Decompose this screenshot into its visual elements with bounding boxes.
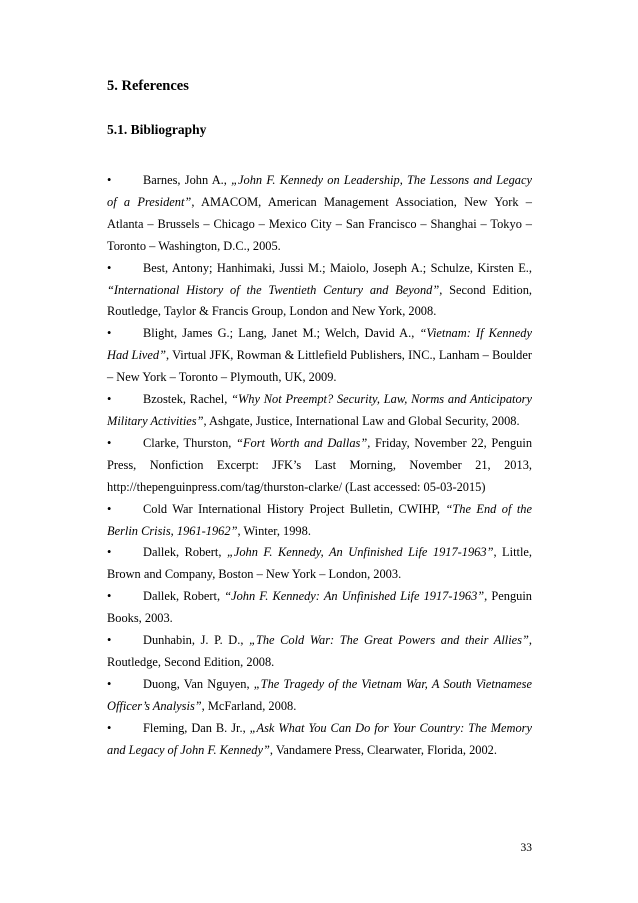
reference-authors: Dallek, Robert, xyxy=(143,545,227,560)
reference-details: , Little, Brown and Company, Boston – New York – London, 2003. xyxy=(107,545,532,582)
reference-authors: Dallek, Robert, xyxy=(143,589,225,604)
section-heading: 5. References xyxy=(107,78,189,94)
reference-title: „The Cold War: The Great Powers and their Allies” xyxy=(249,633,529,648)
reference-item xyxy=(107,323,532,389)
reference-details: , Penguin Books, 2003. xyxy=(107,589,532,626)
reference-title: “John F. Kennedy: An Unfinished Life 1917-1963” xyxy=(224,589,485,604)
reference-authors: Best, Antony; Hanhimaki, Jussi M.; Maiolo, Joseph A.; Schulze, Kirsten E., xyxy=(143,260,532,275)
reference-details: , Virtual JFK, Rowman & Littlefield Publishers, INC., Lanham – Boulder – New York – Toronto – Plymouth, UK, 2009. xyxy=(107,348,533,385)
subsection-heading: 5.1. Bibliography xyxy=(107,122,207,137)
reference-authors: Blight, James G.; Lang, Janet M.; Welch, David A., xyxy=(143,326,420,341)
bullet-icon: • xyxy=(107,326,112,341)
bullet-icon: • xyxy=(107,435,112,450)
reference-authors: Cold War International History Project Bulletin, CWIHP, xyxy=(143,501,446,516)
reference-title: „John F. Kennedy on Leadership, The Lessons and Legacy of a President” xyxy=(107,173,532,209)
reference-title: “International History of the Twentieth Century and Beyond” xyxy=(107,282,440,297)
reference-title: “Fort Worth and Dallas”, xyxy=(236,435,371,450)
reference-item xyxy=(107,258,532,324)
reference-item xyxy=(107,542,532,586)
reference-title: “Vietnam: If Kennedy Had Lived” xyxy=(107,326,532,363)
reference-details: , Second Edition, Routledge, Taylor & Francis Group, London and New York, 2008. xyxy=(107,282,532,319)
reference-item xyxy=(107,433,532,499)
bullet-icon: • xyxy=(107,720,112,735)
bullet-icon: • xyxy=(107,633,112,648)
reference-authors: Duong, Van Nguyen, xyxy=(143,676,254,691)
reference-details: , Ashgate, Justice, International Law and Global Security, 2008. xyxy=(203,413,520,428)
reference-details: Friday, November 22, Penguin Press, Nonfiction Excerpt: JFK’s Last Morning, November 21, 2013, http://thepenguinpress.com/tag/thurston-clarke/ (Last accessed: 05-03-2015) xyxy=(107,435,533,494)
reference-authors: Bzostek, Rachel, xyxy=(143,392,232,407)
reference-title: “Why Not Preempt? Security, Law, Norms and Anticipatory Military Activities” xyxy=(107,392,532,428)
reference-title: “The End of the Berlin Crisis, 1961-1962” xyxy=(107,501,532,538)
reference-details: , Vandamere Press, Clearwater, Florida, 2002. xyxy=(269,742,497,757)
page-number: 33 xyxy=(520,842,532,854)
reference-details: , AMACOM, American Management Association, New York – Atlanta – Brussels – Chicago – Mexico City – San Francisco – Shanghai – Tokyo – Toronto – Washington, D.C., 2005. xyxy=(107,194,532,253)
reference-details: , Winter, 1998. xyxy=(237,523,311,538)
reference-title: „John F. Kennedy, An Unfinished Life 1917-1963” xyxy=(226,545,494,560)
reference-item xyxy=(107,389,532,433)
bullet-icon: • xyxy=(107,589,112,604)
reference-authors: Fleming, Dan B. Jr., xyxy=(143,720,250,735)
reference-details: , McFarland, 2008. xyxy=(201,698,297,713)
reference-authors: Clarke, Thurston, xyxy=(143,435,237,450)
reference-details: , Routledge, Second Edition, 2008. xyxy=(107,633,532,669)
reference-item xyxy=(107,499,532,543)
bullet-icon: • xyxy=(107,173,112,187)
reference-item xyxy=(107,630,532,674)
reference-authors: Barnes, John A., xyxy=(143,173,232,187)
bullet-icon: • xyxy=(107,545,112,560)
bullet-icon: • xyxy=(107,260,112,275)
reference-item xyxy=(107,586,532,630)
reference-item xyxy=(107,718,532,762)
reference-list xyxy=(107,170,532,761)
reference-item xyxy=(107,674,532,718)
bullet-icon: • xyxy=(107,676,112,691)
reference-item xyxy=(107,170,532,258)
reference-title: „Ask What You Can Do for Your Country: The Memory and Legacy of John F. Kennedy” xyxy=(107,720,532,757)
reference-title: „The Tragedy of the Vietnam War, A South Vietnamese Officer’s Analysis” xyxy=(107,676,532,713)
reference-authors: Dunhabin, J. P. D., xyxy=(143,633,250,648)
bullet-icon: • xyxy=(107,392,112,407)
bullet-icon: • xyxy=(107,501,112,516)
